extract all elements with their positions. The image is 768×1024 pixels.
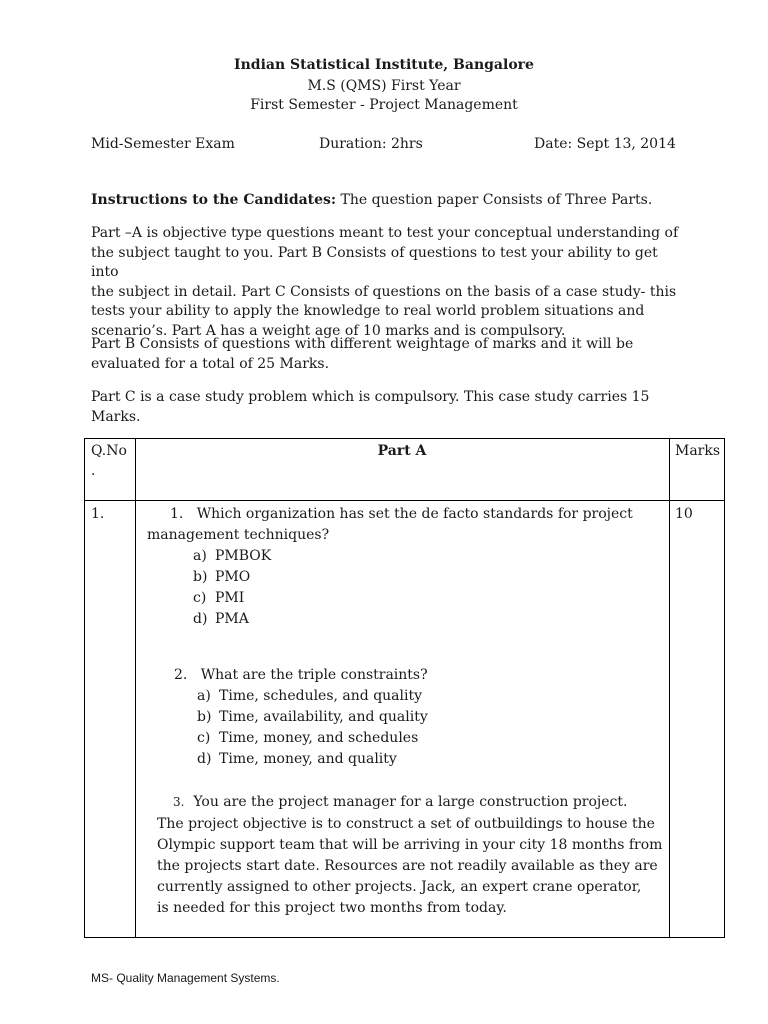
table-divider bbox=[85, 500, 724, 501]
option-text: Time, availability, and quality bbox=[219, 709, 428, 725]
row-marks: 10 bbox=[675, 506, 693, 522]
question-text: What are the triple constraints? bbox=[200, 667, 428, 683]
instructions-part-b bbox=[91, 335, 681, 374]
option bbox=[197, 686, 422, 707]
option bbox=[193, 588, 244, 609]
question-3-line: The project objective is to construct a set of outbuildings to house the bbox=[157, 816, 655, 832]
option bbox=[197, 749, 397, 770]
option-letter: c) bbox=[193, 590, 207, 606]
instruction-line: evaluated for a total of 25 Marks. bbox=[91, 355, 330, 372]
program-title: M.S (QMS) First Year bbox=[307, 78, 461, 94]
question-number: 2. bbox=[174, 667, 188, 683]
course-title: First Semester - Project Management bbox=[250, 97, 518, 113]
option-letter: b) bbox=[193, 569, 208, 585]
option-text: Time, schedules, and quality bbox=[219, 688, 423, 704]
institute-title: Indian Statistical Institute, Bangalore bbox=[234, 57, 534, 73]
questions-table bbox=[84, 438, 725, 938]
exam-date: Date: Sept 13, 2014 bbox=[534, 136, 676, 152]
table-divider bbox=[135, 439, 136, 937]
instruction-line: Part C is a case study problem which is compulsory. This case study carries 15 bbox=[91, 389, 650, 405]
instructions-part-a bbox=[91, 224, 681, 341]
question-text: You are the project manager for a large construction project. bbox=[193, 794, 628, 810]
option-text: PMA bbox=[215, 611, 249, 627]
option bbox=[193, 567, 250, 588]
exam-duration: Duration: 2hrs bbox=[319, 136, 423, 152]
instructions-intro-text: The question paper Consists of Three Parts. bbox=[336, 192, 653, 208]
question-number: 1. bbox=[170, 506, 184, 522]
header-qno: Q.No bbox=[91, 443, 127, 459]
question-1 bbox=[170, 504, 633, 525]
instruction-line: Marks. bbox=[91, 408, 141, 425]
question-3-line: is needed for this project two months from today. bbox=[157, 900, 507, 916]
option-text: PMI bbox=[215, 590, 245, 606]
instructions-part-c bbox=[91, 388, 681, 427]
option-letter: d) bbox=[193, 611, 208, 627]
table-divider bbox=[669, 439, 670, 937]
header-marks: Marks bbox=[675, 443, 721, 459]
option-letter: a) bbox=[197, 688, 211, 704]
instruction-line: Part –A is objective type questions meant to test your conceptual understanding of bbox=[91, 225, 679, 241]
instructions-intro bbox=[91, 191, 681, 211]
instructions-heading: Instructions to the Candidates: bbox=[91, 192, 337, 208]
option-letter: d) bbox=[197, 751, 212, 767]
row-qno: 1. bbox=[91, 506, 105, 522]
option bbox=[197, 728, 418, 749]
option bbox=[197, 707, 428, 728]
option bbox=[193, 546, 271, 567]
question-2 bbox=[174, 665, 428, 686]
option-letter: c) bbox=[197, 730, 211, 746]
question-3-line: Olympic support team that will be arriving in your city 18 months from bbox=[157, 837, 663, 853]
instruction-line: the subject in detail. Part C Consists of questions on the basis of a case study- this bbox=[91, 283, 677, 300]
instruction-line: the subject taught to you. Part B Consists of questions to test your ability to get into bbox=[91, 244, 658, 280]
exam-name: Mid-Semester Exam bbox=[91, 136, 235, 152]
instruction-line: tests your ability to apply the knowledge to real world problem situations and bbox=[91, 303, 645, 319]
header-qno-dot: . bbox=[91, 463, 96, 479]
question-3-line: the projects start date. Resources are not readily available as they are bbox=[157, 858, 658, 874]
header-part-a: Part A bbox=[377, 443, 427, 459]
question-3 bbox=[173, 792, 627, 813]
option bbox=[193, 609, 249, 630]
instruction-line: scenario’s. Part A has a weight age of 10 marks and is compulsory. bbox=[91, 322, 566, 339]
question-number: 3. bbox=[173, 795, 185, 809]
page-footer: MS- Quality Management Systems. bbox=[91, 971, 280, 985]
instruction-line: Part B Consists of questions with different weightage of marks and it will be bbox=[91, 336, 634, 352]
option-text: Time, money, and schedules bbox=[219, 730, 419, 746]
question-3-line: currently assigned to other projects. Jack, an expert crane operator, bbox=[157, 879, 642, 895]
question-text: Which organization has set the de facto standards for project bbox=[196, 506, 633, 522]
option-text: PMO bbox=[215, 569, 251, 585]
option-text: PMBOK bbox=[215, 548, 272, 564]
option-text: Time, money, and quality bbox=[219, 751, 397, 767]
option-letter: b) bbox=[197, 709, 212, 725]
question-1-continued: management techniques? bbox=[147, 527, 330, 543]
option-letter: a) bbox=[193, 548, 207, 564]
